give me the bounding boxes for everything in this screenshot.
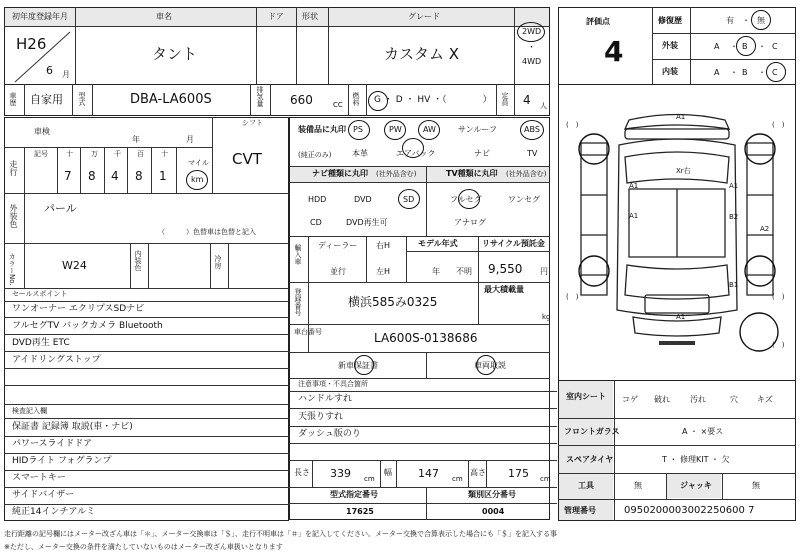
digit-header-hyaku: 百 — [137, 150, 144, 158]
drive-sep: ・ — [527, 43, 537, 53]
spare-tire-value: T ・ 修理KIT ・ 欠 — [662, 455, 730, 464]
diagram-label-bottom: A1 — [676, 313, 686, 321]
ext-sep2: ・ — [758, 42, 766, 51]
footer-line-2: ※ただし、メーター交換の条件を満たしていないものはメーター改ざん車扱いとなります — [4, 543, 283, 551]
drive-4wd: 4WD — [522, 57, 542, 66]
equip-airbag: エアバック — [396, 149, 436, 158]
note-2: 天張りすれ — [298, 412, 344, 422]
mm-right-2: ( ) — [772, 293, 785, 301]
interior-color-label: 内装色 — [134, 250, 142, 271]
ext-sep1: ・ — [730, 42, 738, 51]
repair-label: 修復歴 — [658, 16, 682, 25]
footer-line-1: 走行距離の記号欄にはメーター改ざん車は「＊」、メーター交換車は「＄」、走行不明車は「＃」を記入してください。メーター交換で合算表示した場合にも「＄」を記入する事 — [4, 530, 557, 538]
diagram-label-right1: A1 — [729, 182, 739, 190]
repair-none: 無 — [757, 16, 765, 25]
capacity: 4 — [523, 93, 531, 107]
equip-aw: AW — [423, 125, 436, 134]
spare-tire-label: スペアタイヤ — [566, 455, 614, 464]
import-label: 輸入車 — [294, 244, 302, 265]
type-approval-value: 17625 — [346, 507, 374, 516]
equip-ps: PS — [353, 125, 363, 134]
inspection-item-4: スマートキー — [12, 473, 66, 483]
chassis-number: LA600S-0138686 — [374, 331, 478, 345]
sales-points-label: セールスポイント — [12, 290, 68, 298]
exterior-color-label: 外装色 — [9, 204, 18, 228]
mileage-digit-1: 7 — [64, 169, 72, 183]
int-b: B — [742, 68, 748, 77]
manual: 車両取説 — [474, 361, 506, 370]
interior-sheet-label: 室内シート — [566, 392, 606, 401]
shaken-year-unit: 年 — [132, 135, 140, 144]
mgmt-label: 管理番号 — [564, 506, 596, 515]
fuel-label: 燃料 — [352, 92, 360, 106]
mileage-digit-2: 8 — [88, 169, 96, 183]
max-load-label: 最大積載量 — [484, 285, 524, 294]
digit-header-symbol: 記号 — [34, 150, 48, 158]
diagram-label-a2: A2 — [760, 225, 770, 233]
recycle-yen: 円 — [540, 267, 548, 276]
equip-sunroof: サンルーフ — [458, 125, 497, 134]
windshield-value: A ・ ×要ス — [682, 427, 724, 436]
diagram-label-center: Xr右 — [676, 167, 691, 175]
equip-tv: TV — [527, 149, 538, 158]
digit-header-sen: 千 — [114, 150, 121, 158]
diagram-label-b2: B2 — [729, 213, 739, 221]
repair-yes: 有 — [726, 16, 734, 25]
color-no-label: カラーNo. — [8, 253, 16, 286]
tv-fullseg: フルセグ — [450, 195, 482, 204]
shift-label: シフト — [242, 119, 263, 127]
width-cm: cm — [452, 475, 463, 483]
jack-value: 無 — [752, 481, 760, 490]
mm-left-2: ( ) — [566, 293, 579, 301]
diagram-label-left1: A1 — [629, 182, 639, 190]
category-label: 類別区分番号 — [468, 490, 516, 499]
import-dealer: ディーラー — [318, 241, 358, 250]
tv-analog: アナログ — [454, 218, 486, 227]
import-right-h: 右H — [376, 241, 391, 250]
nav-sd: SD — [403, 195, 415, 204]
height-label: 高さ — [470, 468, 486, 477]
import-left-h: 左H — [376, 267, 391, 276]
seat-tear: 破れ — [654, 395, 670, 404]
capacity-unit: 人 — [540, 102, 547, 110]
equipment-subtitle: (純正のみ) — [298, 151, 332, 159]
nav-dvd: DVD — [354, 195, 372, 204]
reg-label: 登録番号 — [294, 288, 302, 316]
model-code: DBA-LA600S — [130, 92, 212, 107]
equip-nav: ナビ — [474, 149, 490, 158]
grade: カスタム X — [384, 45, 460, 63]
inspection-label: 検査記入欄 — [12, 407, 47, 415]
equip-leather: 本革 — [352, 149, 368, 158]
equip-pw: PW — [389, 125, 402, 134]
transmission: CVT — [232, 150, 262, 168]
diagram-label-b1: B1 — [729, 281, 739, 289]
recycle-label: リサイクル預託金 — [482, 239, 545, 248]
digit-header-juu: 十 — [161, 150, 168, 158]
tv-sub: (社外品含む) — [506, 170, 547, 178]
length-value: 339 — [330, 467, 351, 480]
digit-header-man: 万 — [91, 150, 98, 158]
model-year-nen: 年 — [432, 267, 440, 276]
grade-label: グレード — [408, 12, 440, 21]
nav-dvd-play: DVD再生可 — [346, 218, 388, 227]
seat-stain: 汚れ — [690, 395, 706, 404]
shaken-label: 車検 — [34, 127, 50, 136]
mileage-digit-4: 8 — [135, 169, 143, 183]
digit-header-mile: マイル — [188, 159, 209, 167]
mileage-digit-3: 4 — [111, 169, 119, 183]
new-warranty: 新車保証書 — [338, 361, 378, 370]
height-value: 175 — [508, 467, 529, 480]
nav-title: ナビ種類に丸印 — [312, 169, 368, 178]
first-reg-label: 初年度登録年月 — [12, 12, 68, 21]
notes-label: 注意事項・不具合箇所 — [298, 380, 368, 388]
ext-c: C — [772, 42, 778, 51]
tv-title: TV種類に丸印 — [446, 169, 498, 178]
seat-hole: 穴 — [730, 395, 738, 404]
first-reg-month: 6 — [46, 64, 53, 77]
mm-right-3: ( ) — [772, 341, 785, 349]
car-name-label: 車名 — [156, 12, 172, 21]
vehicle-label: 車歴 — [9, 92, 17, 106]
capacity-label: 定員 — [501, 92, 509, 106]
ac-label: 冷房 — [214, 255, 222, 269]
exterior-color: パール — [44, 202, 77, 215]
tools-label: 工具 — [578, 481, 594, 490]
jack-label: ジャッキ — [680, 481, 712, 490]
inspection-item-1: 保証書 記録簿 取説(車・ナビ) — [12, 422, 133, 432]
vehicle-use: 自家用 — [30, 93, 63, 106]
interior-label: 内装 — [662, 67, 678, 76]
equipment-title: 装備品に丸印 — [298, 125, 346, 134]
model-year-unknown: 不明 — [456, 267, 472, 276]
max-load-kg: kg — [542, 313, 551, 321]
score-label: 評価点 — [586, 17, 610, 26]
sales-point-4: アイドリングストップ — [12, 355, 101, 365]
int-sep2: ・ — [758, 68, 766, 77]
sales-point-2: フルセグTV バックカメラ Bluetooth — [12, 321, 163, 331]
cc-unit: CC — [333, 101, 343, 109]
diagram-label-top: A1 — [676, 113, 686, 121]
model-label: 型式 — [78, 92, 86, 106]
int-a: A — [714, 68, 720, 77]
month-unit: 月 — [62, 70, 70, 79]
import-parallel: 並行 — [330, 267, 346, 276]
sales-point-3: DVD再生 ETC — [12, 338, 70, 348]
length-cm: cm — [364, 475, 375, 483]
first-reg-year: H26 — [16, 35, 47, 53]
shaken-month-unit: 月 — [186, 135, 194, 144]
tools-value: 無 — [634, 481, 642, 490]
plate-number: 横浜585み0325 — [348, 295, 438, 309]
inspection-item-3: HIDライト フォグランプ — [12, 456, 112, 466]
int-c: C — [772, 68, 778, 77]
mileage-digit-5: 1 — [159, 169, 167, 183]
mileage-label: 走行 — [9, 160, 18, 176]
nav-hdd: HDD — [308, 195, 327, 204]
int-sep1: ・ — [730, 68, 738, 77]
repair-sep: ・ — [742, 16, 750, 25]
shape-label: 形状 — [302, 12, 318, 21]
recycle-value: 9,550 — [488, 262, 523, 276]
color-no: W24 — [62, 259, 87, 272]
car-name: タント — [152, 45, 198, 63]
km-unit: km — [191, 175, 204, 184]
ext-a: A — [714, 42, 720, 51]
equip-abs: ABS — [524, 125, 540, 134]
inspection-item-5: サイドバイザー — [12, 490, 75, 500]
digit-header-10man: 十 — [66, 150, 73, 158]
door-label: ドア — [268, 12, 284, 21]
note-1: ハンドルすれ — [298, 394, 353, 404]
height-cm: cm — [540, 475, 551, 483]
inspection-item-2: パワースライドドア — [12, 439, 93, 449]
color-change-note: （ ）色替車は色替と記入 — [158, 228, 256, 236]
mgmt-number: 0950200003002250600 7 — [624, 505, 755, 516]
diagram-label-left2: A1 — [629, 212, 639, 220]
width-value: 147 — [418, 467, 439, 480]
category-value: 0004 — [482, 507, 505, 516]
mm-left-1: ( ) — [566, 121, 579, 129]
nav-sub: (社外品含む) — [376, 170, 417, 178]
note-3: ダッシュ版のり — [298, 429, 361, 439]
mm-right-1: ( ) — [772, 121, 785, 129]
drive-2wd: 2WD — [522, 27, 542, 36]
exterior-label: 外装 — [662, 41, 678, 50]
displacement-label: 排気量 — [256, 86, 264, 107]
seat-scratch: キズ — [757, 395, 773, 404]
nav-cd: CD — [310, 218, 322, 227]
inspection-item-6: 純正14インチアルミ — [12, 507, 96, 517]
tv-oneseg: ワンセグ — [508, 195, 540, 204]
seat-burn: コゲ — [622, 395, 638, 404]
chassis-label: 車台番号 — [294, 328, 322, 336]
model-year-label: モデル年式 — [418, 239, 458, 248]
score: 4 — [604, 35, 624, 68]
fuel-options: G ・ D ・ HV ・（ ） — [374, 95, 492, 105]
windshield-label: フロントガラス — [564, 427, 620, 436]
displacement: 660 — [290, 93, 313, 107]
length-label: 長さ — [294, 468, 310, 477]
type-approval-label: 型式指定番号 — [330, 490, 378, 499]
width-label: 幅 — [384, 468, 392, 477]
ext-b: B — [742, 42, 748, 51]
sales-point-1: ワンオーナー エクリプスSDナビ — [12, 304, 145, 314]
